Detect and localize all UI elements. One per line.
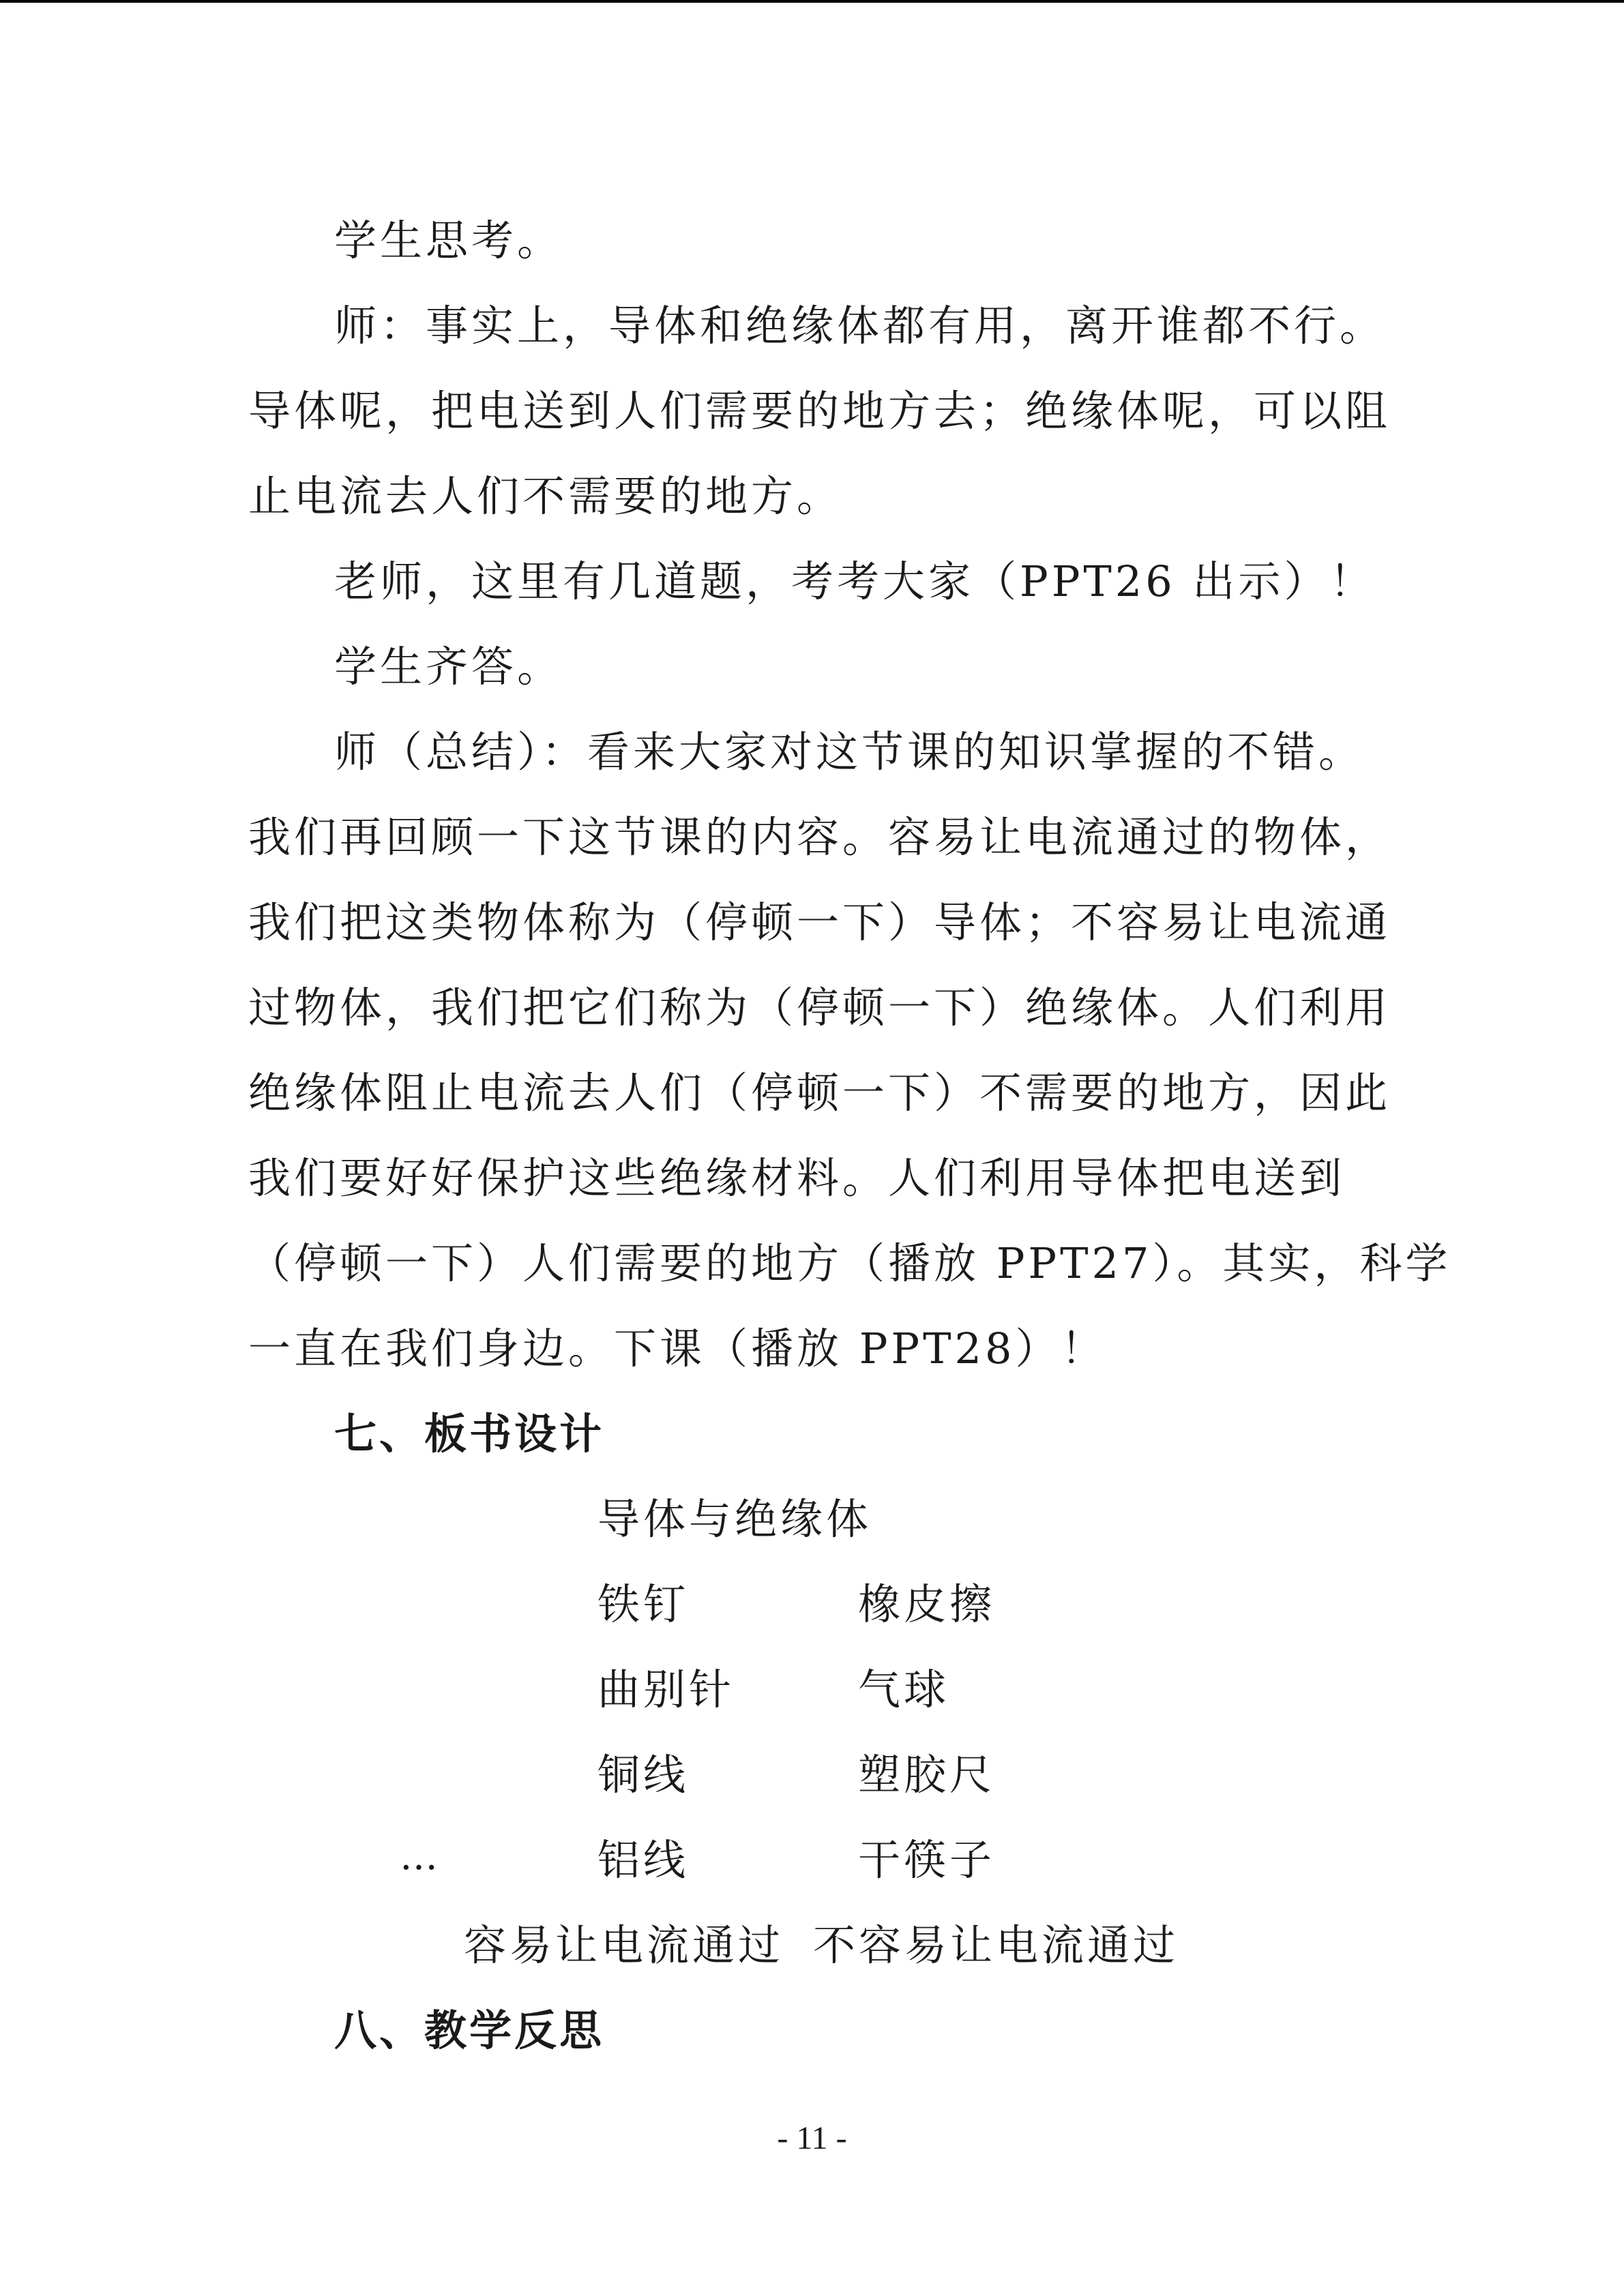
- paragraph-line: 导体呢，把电送到人们需要的地方去；绝缘体呢，可以阻: [248, 386, 1391, 436]
- section-heading-board-design: 七、板书设计: [334, 1409, 605, 1459]
- board-insulator-item: 气球: [858, 1665, 950, 1714]
- board-conductor-item: 曲别针: [597, 1665, 735, 1714]
- page-number: - 11 -: [777, 2120, 847, 2156]
- paragraph-line: 我们再回顾一下这节课的内容。容易让电流通过的物体，: [248, 812, 1391, 862]
- paragraph-line: 过物体，我们把它们称为（停顿一下）绝缘体。人们利用: [248, 983, 1391, 1032]
- paragraph-line: 学生思考。: [334, 215, 563, 265]
- board-conductor-caption: 容易让电流通过: [464, 1920, 784, 1970]
- paragraph-line: 止电流去人们不需要的地方。: [248, 471, 843, 521]
- paragraph-line: 老师，这里有几道题，考考大家（PPT26 出示）！: [334, 556, 1376, 606]
- section-heading-teaching-reflection: 八、教学反思: [334, 2006, 605, 2055]
- board-title: 导体与绝缘体: [597, 1494, 872, 1544]
- board-insulator-item: 干筷子: [858, 1835, 996, 1885]
- paragraph-line: （停顿一下）人们需要的地方（播放 PPT27）。其实，科学: [248, 1238, 1451, 1288]
- board-conductor-item: 铁钉: [597, 1579, 690, 1629]
- board-insulator-caption: 不容易让电流通过: [813, 1920, 1179, 1970]
- board-insulator-item: 橡皮擦: [858, 1579, 996, 1629]
- paragraph-line: 师：事实上，导体和绝缘体都有用，离开谁都不行。: [334, 301, 1386, 351]
- paragraph-line: 学生齐答。: [334, 642, 563, 691]
- board-ellipsis: …: [400, 1834, 438, 1879]
- board-insulator-item: 塑胶尺: [858, 1750, 996, 1800]
- paragraph-line: 绝缘体阻止电流去人们（停顿一下）不需要的地方，因此: [248, 1068, 1391, 1118]
- board-conductor-item: 铝线: [597, 1835, 690, 1885]
- paragraph-line: 我们把这类物体称为（停顿一下）导体；不容易让电流通: [248, 897, 1391, 947]
- paragraph-line: 师（总结）：看来大家对这节课的知识掌握的不错。: [334, 727, 1365, 777]
- board-conductor-item: 铜线: [597, 1750, 690, 1800]
- paragraph-line: 我们要好好保护这些绝缘材料。人们利用导体把电送到: [248, 1153, 1346, 1203]
- paragraph-line: 一直在我们身边。下课（播放 PPT28）！: [248, 1324, 1107, 1373]
